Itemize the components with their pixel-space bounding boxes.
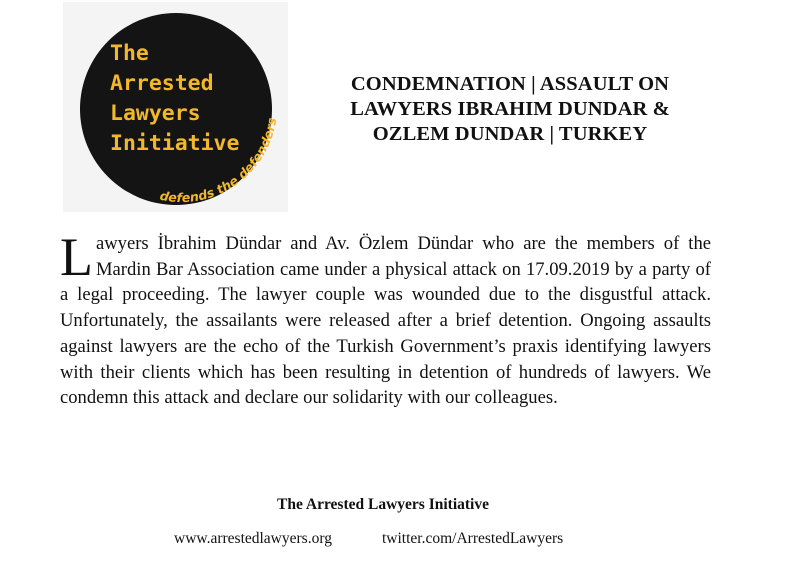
statement-paragraph bbox=[60, 227, 711, 411]
logo-line-arrested: Arrested bbox=[110, 71, 214, 96]
document-title bbox=[320, 72, 700, 147]
signature-name: The Arrested Lawyers Initiative bbox=[277, 496, 489, 513]
title-line-1: CONDEMNATION | ASSAULT ON bbox=[350, 73, 670, 95]
twitter-link[interactable]: twitter.com/ArrestedLawyers bbox=[382, 530, 564, 547]
logo-graphic bbox=[63, 2, 288, 212]
drop-cap: L bbox=[60, 227, 93, 287]
logo-line-lawyers: Lawyers bbox=[110, 101, 201, 126]
logo-tagline: defends the defenders bbox=[158, 116, 280, 206]
contact-links bbox=[174, 530, 614, 548]
statement-text: awyers İbrahim Dündar and Av. Özlem Dündar who are the members of the Mardin Bar Association came under a physical attack on 17.09.2019 by a party of a legal proceeding. The lawyer couple was wounded due to the disgustful attack. Unfortunately, the assailants were released after a brief detention. Ongoing assaults against lawyers are the echo of the Turkish Government’s praxis identifying lawyers with their clients which has been resulting in detention of hundreds of lawyers. We condemn this attack and declare our solidarity with our colleagues. bbox=[60, 233, 711, 409]
logo bbox=[63, 2, 288, 212]
website-link[interactable]: www.arrestedlawyers.org bbox=[174, 530, 332, 547]
title-line-3: OZLEM DUNDAR | TURKEY bbox=[372, 123, 648, 145]
logo-line-initiative: Initiative bbox=[110, 131, 240, 156]
logo-line-the: The bbox=[110, 41, 149, 66]
title-line-2: LAWYERS IBRAHIM DUNDAR & bbox=[350, 98, 670, 120]
